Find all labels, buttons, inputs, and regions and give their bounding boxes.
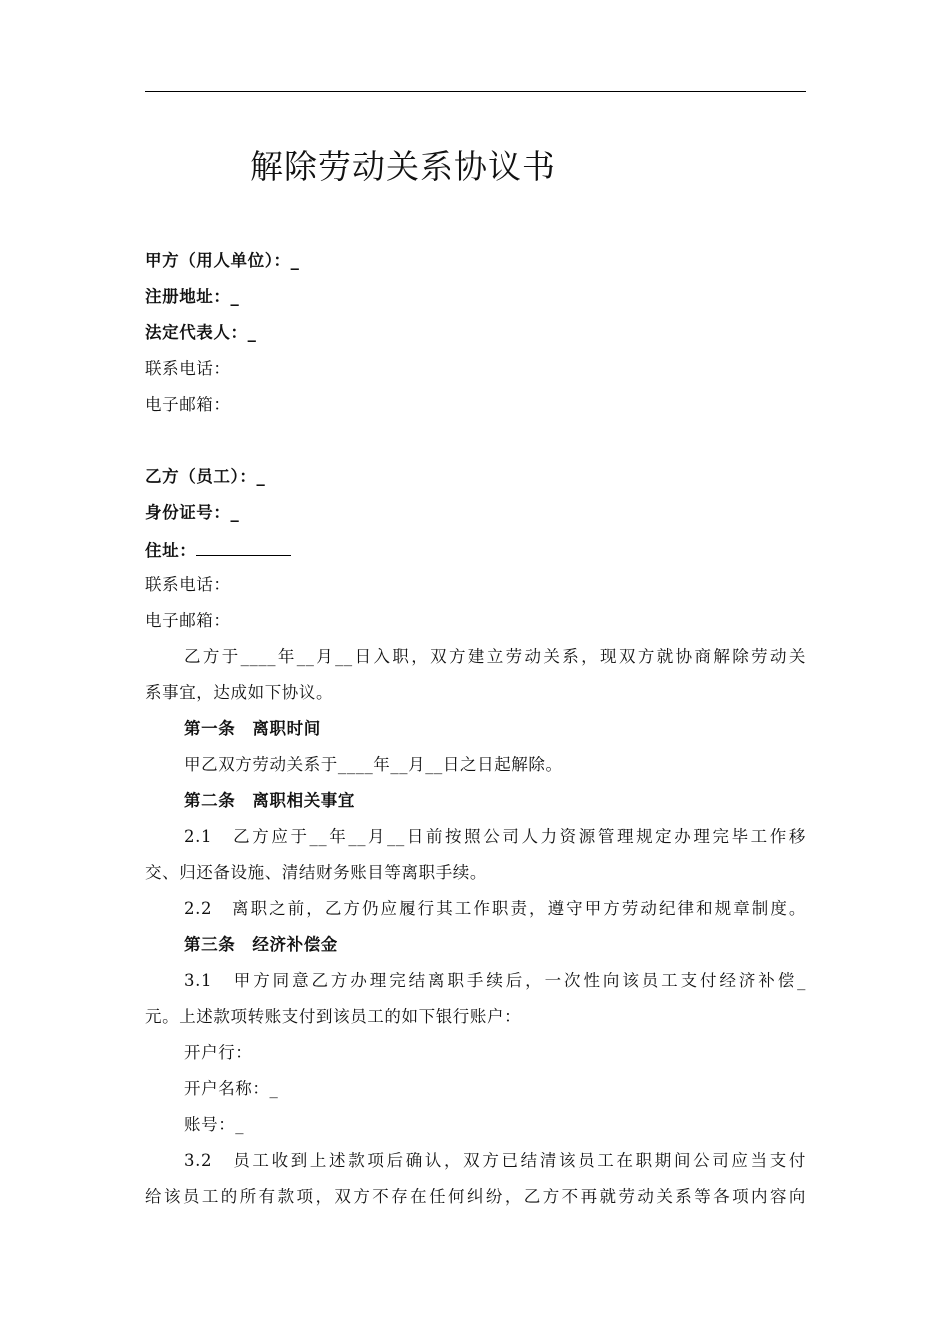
party-b-name: 乙方（员工）：_ [145, 467, 266, 486]
article-2-p1-line-1: 2.1 乙方应于__年__月__日前按照公司人力资源管理规定办理完毕工作移 [184, 827, 806, 846]
article-2-p1-line-2: 交、归还备设施、清结财务账目等离职手续。 [145, 863, 487, 882]
article-3-p2-line-2: 给该员工的所有款项，双方不存在任何纠纷，乙方不再就劳动关系等各项内容向 [145, 1187, 806, 1206]
article-3-p1-line-2: 元。上述款项转账支付到该员工的如下银行账户： [145, 1007, 522, 1026]
account-name-label: 开户名称：_ [184, 1079, 279, 1098]
header-rule [145, 91, 806, 92]
address-blank-line [196, 539, 291, 556]
party-a-address: 注册地址：_ [145, 287, 240, 306]
party-b-address: 住址： [145, 541, 197, 560]
article-1-heading: 第一条 离职时间 [184, 719, 321, 738]
article-3-heading: 第三条 经济补偿金 [184, 935, 338, 954]
party-a-representative: 法定代表人：_ [145, 323, 257, 342]
account-number-label: 账号：_ [184, 1115, 245, 1134]
article-3-p1-line-1: 3.1 甲方同意乙方办理完结离职手续后，一次性向该员工支付经济补偿_ [184, 971, 806, 990]
party-a-email: 电子邮箱： [145, 395, 231, 414]
intro-line-2: 系事宜，达成如下协议。 [145, 683, 334, 702]
party-b-id: 身份证号：_ [145, 503, 240, 522]
intro-line-1: 乙方于____年__月__日入职，双方建立劳动关系，现双方就协商解除劳动关 [184, 647, 806, 666]
article-3-p2-line-1: 3.2 员工收到上述款项后确认，双方已结清该员工在职期间公司应当支付 [184, 1151, 806, 1170]
article-1-text: 甲乙双方劳动关系于____年__月__日之日起解除。 [184, 755, 563, 774]
party-b-email: 电子邮箱： [145, 611, 231, 630]
article-2-p2-line-1: 2.2 离职之前，乙方仍应履行其工作职责，遵守甲方劳动纪律和规章制度。 [184, 899, 806, 918]
bank-label: 开户行： [184, 1043, 253, 1062]
document-title: 解除劳动关系协议书 [250, 147, 556, 186]
party-a-name: 甲方（用人单位）：_ [145, 251, 300, 270]
party-b-phone: 联系电话： [145, 575, 231, 594]
party-a-phone: 联系电话： [145, 359, 231, 378]
party-b-address-row [145, 539, 291, 561]
article-2-heading: 第二条 离职相关事宜 [184, 791, 355, 810]
